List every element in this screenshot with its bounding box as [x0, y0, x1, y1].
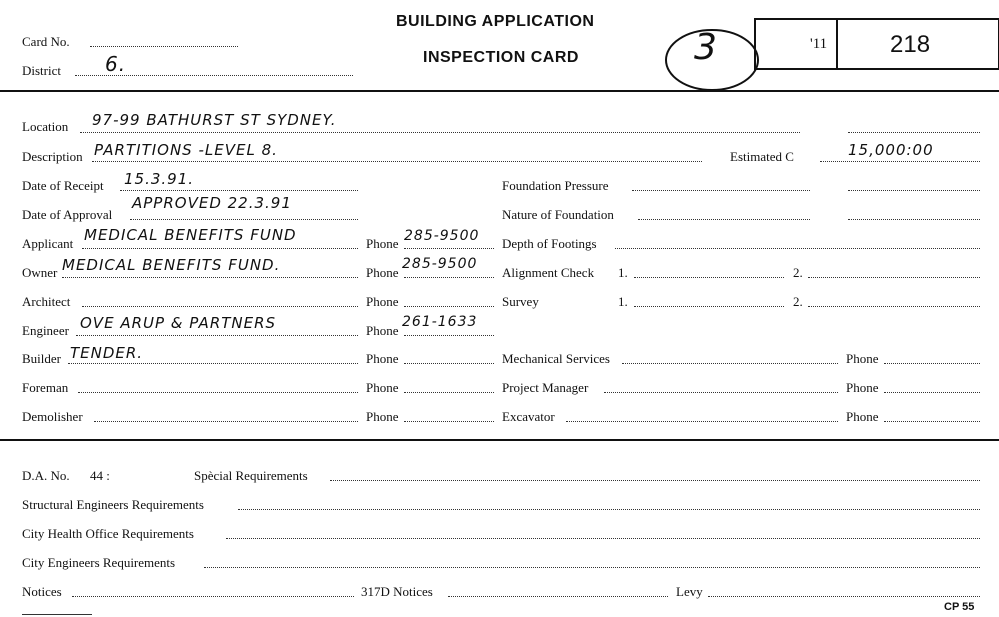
alignment-check-1-label: 1.: [618, 265, 628, 280]
date-of-approval-value: APPROVED 22.3.91: [132, 194, 292, 212]
alignment-check-label: Alignment Check: [502, 265, 595, 280]
nature-of-foundation-field[interactable]: [638, 219, 810, 220]
excavator-phone-label: Phone: [846, 409, 879, 424]
form-title-line2: INSPECTION CARD: [423, 49, 579, 66]
builder-field[interactable]: [68, 363, 358, 364]
special-requirements-label: Spècial Requirements: [194, 468, 308, 483]
foundation-pressure-field[interactable]: [632, 190, 810, 191]
description-value: PARTITIONS -LEVEL 8.: [94, 141, 278, 159]
notices-label: Notices: [22, 584, 62, 599]
demolisher-label: Demolisher: [22, 409, 83, 424]
card-number-box-left: [754, 18, 838, 70]
owner-phone-field[interactable]: [404, 277, 494, 278]
district-value: 6.: [105, 52, 127, 76]
mechanical-services-field[interactable]: [622, 363, 838, 364]
card-no-label: Card No.: [22, 34, 70, 49]
builder-value: TENDER.: [70, 344, 144, 362]
notices-317d-label: 317D Notices: [361, 584, 433, 599]
levy-field[interactable]: [708, 596, 980, 597]
architect-phone-field[interactable]: [404, 306, 494, 307]
builder-label: Builder: [22, 351, 61, 366]
applicant-phone-label: Phone: [366, 236, 399, 251]
owner-field[interactable]: [62, 277, 358, 278]
applicant-label: Applicant: [22, 236, 74, 251]
location-extra-field[interactable]: [848, 132, 980, 133]
form-code: CP 55: [944, 601, 975, 613]
project-manager-phone-field[interactable]: [884, 392, 980, 393]
card-no-field[interactable]: [90, 46, 238, 47]
engineer-label: Engineer: [22, 323, 69, 338]
builder-phone-label: Phone: [366, 351, 399, 366]
alignment-check-2-field[interactable]: [808, 277, 980, 278]
demolisher-phone-field[interactable]: [404, 421, 494, 422]
city-engineers-label: City Engineers Requirements: [22, 555, 176, 570]
project-manager-phone-label: Phone: [846, 380, 879, 395]
location-value: 97-99 BATHURST ST SYDNEY.: [92, 111, 337, 129]
estimated-cost-field[interactable]: [820, 161, 980, 162]
levy-label: Levy: [676, 584, 703, 599]
foundation-pressure-label: Foundation Pressure: [502, 178, 609, 193]
date-of-receipt-value: 15.3.91.: [124, 170, 195, 188]
form-title-line1: BUILDING APPLICATION: [396, 13, 595, 30]
applicant-field[interactable]: [82, 248, 358, 249]
structural-engineers-label: Structural Engineers Requirements: [22, 497, 204, 512]
date-of-receipt-label: Date of Receipt: [22, 178, 104, 193]
date-of-receipt-field[interactable]: [120, 190, 358, 191]
notices-field[interactable]: [72, 596, 354, 597]
estimated-cost-value: 15,000:00: [848, 141, 934, 159]
architect-label: Architect: [22, 294, 71, 309]
demolisher-phone-label: Phone: [366, 409, 399, 424]
header-divider: [0, 90, 999, 92]
engineer-phone-value: 261-1633: [402, 314, 478, 330]
requirements-divider: [0, 439, 999, 441]
owner-phone-value: 285-9500: [402, 256, 478, 272]
architect-field[interactable]: [82, 306, 358, 307]
applicant-value: MEDICAL BENEFITS FUND: [84, 226, 297, 244]
owner-phone-label: Phone: [366, 265, 399, 280]
location-label: Location: [22, 119, 69, 134]
da-no-value[interactable]: 44 :: [90, 468, 110, 483]
description-field[interactable]: [92, 161, 702, 162]
architect-phone-label: Phone: [366, 294, 399, 309]
mechanical-phone-field[interactable]: [884, 363, 980, 364]
notices-317d-field[interactable]: [448, 596, 668, 597]
alignment-check-1-field[interactable]: [634, 277, 784, 278]
mechanical-phone-label: Phone: [846, 351, 879, 366]
engineer-phone-field[interactable]: [404, 335, 494, 336]
nature-of-foundation-label: Nature of Foundation: [502, 207, 614, 222]
footer-mark: [22, 614, 92, 615]
special-requirements-field[interactable]: [330, 480, 980, 481]
survey-2-field[interactable]: [808, 306, 980, 307]
owner-label: Owner: [22, 265, 58, 280]
foreman-label: Foreman: [22, 380, 69, 395]
project-manager-field[interactable]: [604, 392, 838, 393]
structural-engineers-field[interactable]: [238, 509, 980, 510]
city-engineers-field[interactable]: [204, 567, 980, 568]
card-number-box: [836, 18, 999, 70]
excavator-phone-field[interactable]: [884, 421, 980, 422]
district-label: District: [22, 63, 61, 78]
survey-1-label: 1.: [618, 294, 628, 309]
engineer-phone-label: Phone: [366, 323, 399, 338]
card-number-prefix: '11: [810, 36, 828, 52]
city-health-field[interactable]: [226, 538, 980, 539]
circled-number: 3: [694, 27, 718, 68]
depth-of-footings-field[interactable]: [615, 248, 980, 249]
applicant-phone-field[interactable]: [404, 248, 494, 249]
foreman-phone-field[interactable]: [404, 392, 494, 393]
engineer-value: OVE ARUP & PARTNERS: [80, 314, 277, 332]
foreman-field[interactable]: [78, 392, 358, 393]
survey-label: Survey: [502, 294, 539, 309]
demolisher-field[interactable]: [94, 421, 358, 422]
applicant-phone-value: 285-9500: [404, 228, 480, 244]
location-field[interactable]: [80, 132, 800, 133]
nature-of-foundation-extra-field[interactable]: [848, 219, 980, 220]
project-manager-label: Project Manager: [502, 380, 589, 395]
estimated-cost-label: Estimated C: [730, 149, 794, 164]
alignment-check-2-label: 2.: [793, 265, 803, 280]
owner-value: MEDICAL BENEFITS FUND.: [62, 256, 281, 274]
survey-1-field[interactable]: [634, 306, 784, 307]
engineer-field[interactable]: [76, 335, 358, 336]
mechanical-services-label: Mechanical Services: [502, 351, 610, 366]
date-of-approval-field[interactable]: [130, 219, 358, 220]
city-health-label: City Health Office Requirements: [22, 526, 194, 541]
survey-2-label: 2.: [793, 294, 803, 309]
description-label: Description: [22, 149, 83, 164]
date-of-approval-label: Date of Approval: [22, 207, 113, 222]
depth-of-footings-label: Depth of Footings: [502, 236, 597, 251]
excavator-field[interactable]: [566, 421, 838, 422]
card-number: 218: [890, 31, 931, 58]
builder-phone-field[interactable]: [404, 363, 494, 364]
excavator-label: Excavator: [502, 409, 555, 424]
foundation-pressure-extra-field[interactable]: [848, 190, 980, 191]
foreman-phone-label: Phone: [366, 380, 399, 395]
da-no-label: D.A. No.: [22, 468, 70, 483]
